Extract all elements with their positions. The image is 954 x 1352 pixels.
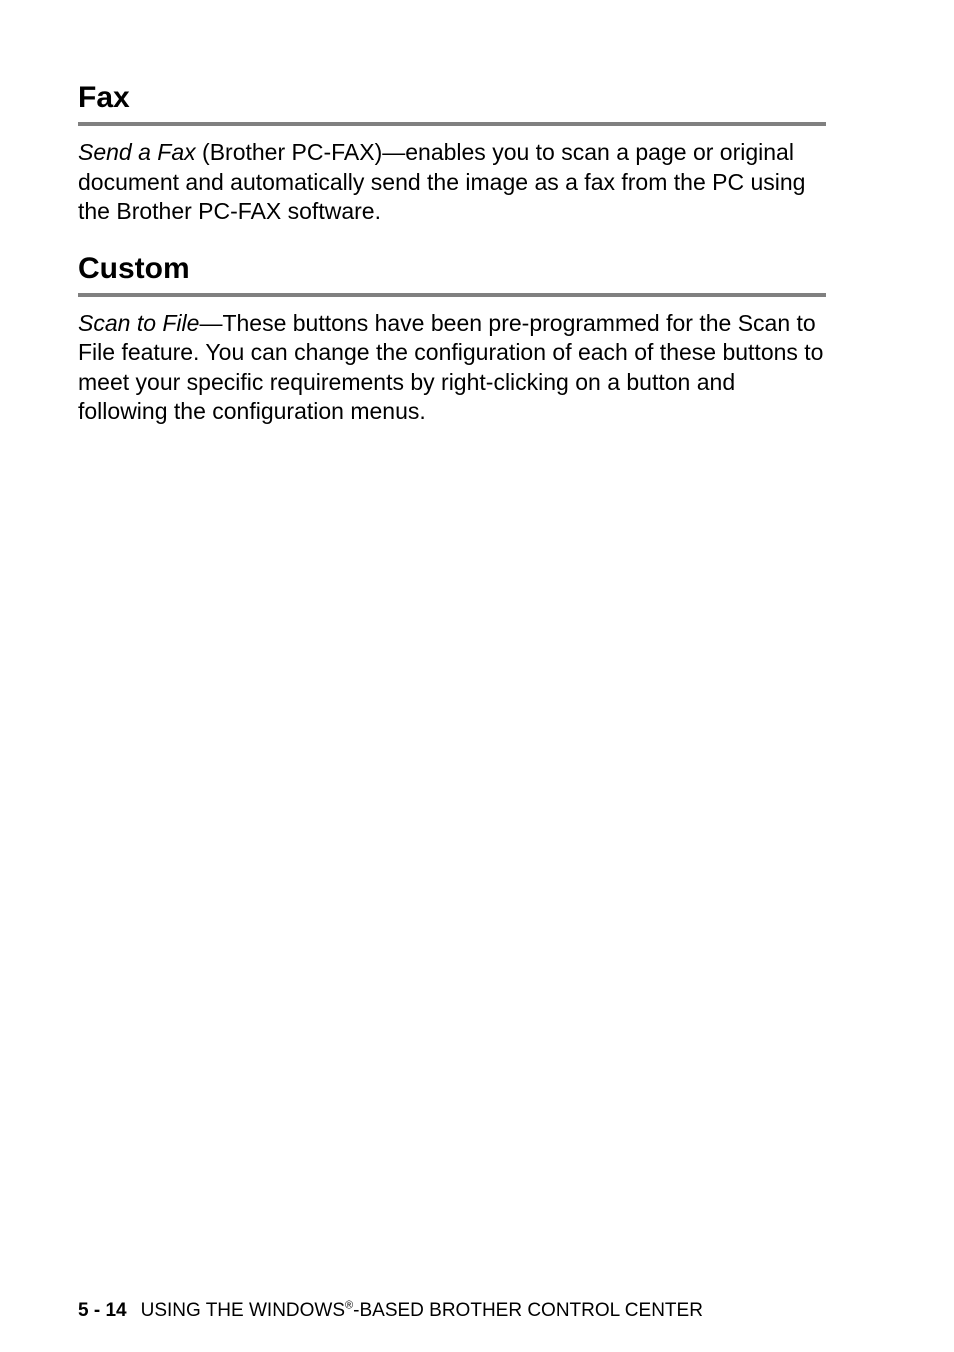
term-scan-to-file: Scan to File — [78, 309, 200, 336]
footer-title-part2: -BASED BROTHER CONTROL CENTER — [353, 1300, 703, 1321]
section-heading-fax: Fax — [78, 78, 826, 126]
registered-mark: ® — [345, 1299, 354, 1312]
section-custom — [78, 249, 826, 427]
page-number: 5 - 14 — [78, 1300, 127, 1321]
page-content — [78, 78, 826, 427]
section-body-fax — [78, 138, 826, 227]
section-text-custom: —These buttons have been pre-programmed for the Scan to File feature. You can change the configuration of each of these buttons to meet your specific requirements by right-clicking on a button and following the configuration menus. — [78, 309, 824, 424]
section-heading-custom: Custom — [78, 249, 826, 297]
section-text-fax: (Brother PC-FAX)—enables you to scan a page or original document and automatically send the image as a fax from the PC using the Brother PC-FAX software. — [78, 139, 806, 224]
term-send-a-fax: Send a Fax — [78, 139, 196, 165]
section-fax — [78, 78, 826, 227]
footer-title-part1: USING THE WINDOWS — [140, 1300, 346, 1321]
page-footer — [78, 1297, 703, 1325]
section-body-custom — [78, 309, 826, 427]
